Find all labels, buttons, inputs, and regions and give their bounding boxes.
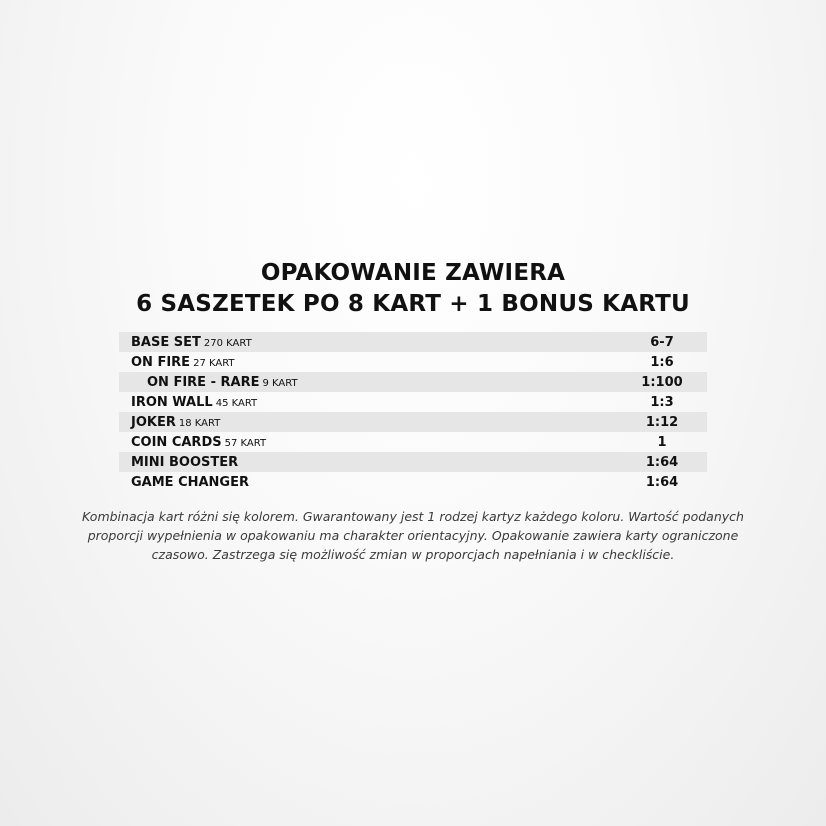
row-ratio: 1:64 — [645, 454, 679, 470]
row-card-count: 45 KART — [215, 397, 258, 409]
row-name: GAME CHANGER — [131, 474, 249, 490]
table-row — [119, 432, 707, 452]
odds-table — [119, 332, 707, 492]
row-card-count: 57 KART — [224, 437, 267, 449]
row-name: IRON WALL 45 KART — [131, 394, 258, 410]
row-card-count: 270 KART — [203, 337, 252, 349]
table-row — [119, 412, 707, 432]
row-ratio: 6-7 — [650, 334, 674, 350]
table-row — [119, 472, 707, 492]
row-ratio: 1:3 — [650, 394, 674, 410]
table-row — [119, 352, 707, 372]
disclaimer-line-2: proporcji wypełnienia w opakowaniu ma charakter orientacyjny. Opakowanie zawiera karty ograniczone — [87, 528, 739, 543]
row-name: ON FIRE 27 KART — [131, 354, 235, 370]
row-card-count: 9 KART — [262, 377, 298, 389]
row-ratio: 1:100 — [641, 374, 683, 390]
package-title-line-1: OPAKOWANIE ZAWIERA — [260, 260, 566, 286]
row-ratio: 1:64 — [645, 474, 679, 490]
package-title — [0, 258, 826, 320]
table-row — [119, 452, 707, 472]
row-name: MINI BOOSTER — [131, 454, 239, 470]
package-title-line-2: 6 SASZETEK PO 8 KART + 1 BONUS KARTU — [136, 291, 690, 317]
row-card-count: 18 KART — [178, 417, 221, 429]
row-name: BASE SET 270 KART — [131, 334, 252, 350]
disclaimer-note — [60, 507, 766, 564]
table-row — [119, 332, 707, 352]
row-ratio: 1:12 — [645, 414, 679, 430]
disclaimer-line-3: czasowo. Zastrzega się możliwość zmian w proporcjach napełniania i w checkliście. — [151, 547, 675, 562]
table-row — [119, 392, 707, 412]
row-card-count: 27 KART — [193, 357, 235, 369]
row-name: JOKER 18 KART — [131, 414, 221, 430]
row-name: ON FIRE - RARE 9 KART — [147, 374, 298, 390]
row-ratio: 1:6 — [650, 354, 674, 370]
table-row — [119, 372, 707, 392]
row-ratio: 1 — [657, 434, 667, 450]
row-name: COIN CARDS 57 KART — [131, 434, 267, 450]
disclaimer-line-1: Kombinacja kart różni się kolorem. Gwarantowany jest 1 rodzej kartyz każdego koloru. Wartość podanych — [82, 509, 744, 524]
